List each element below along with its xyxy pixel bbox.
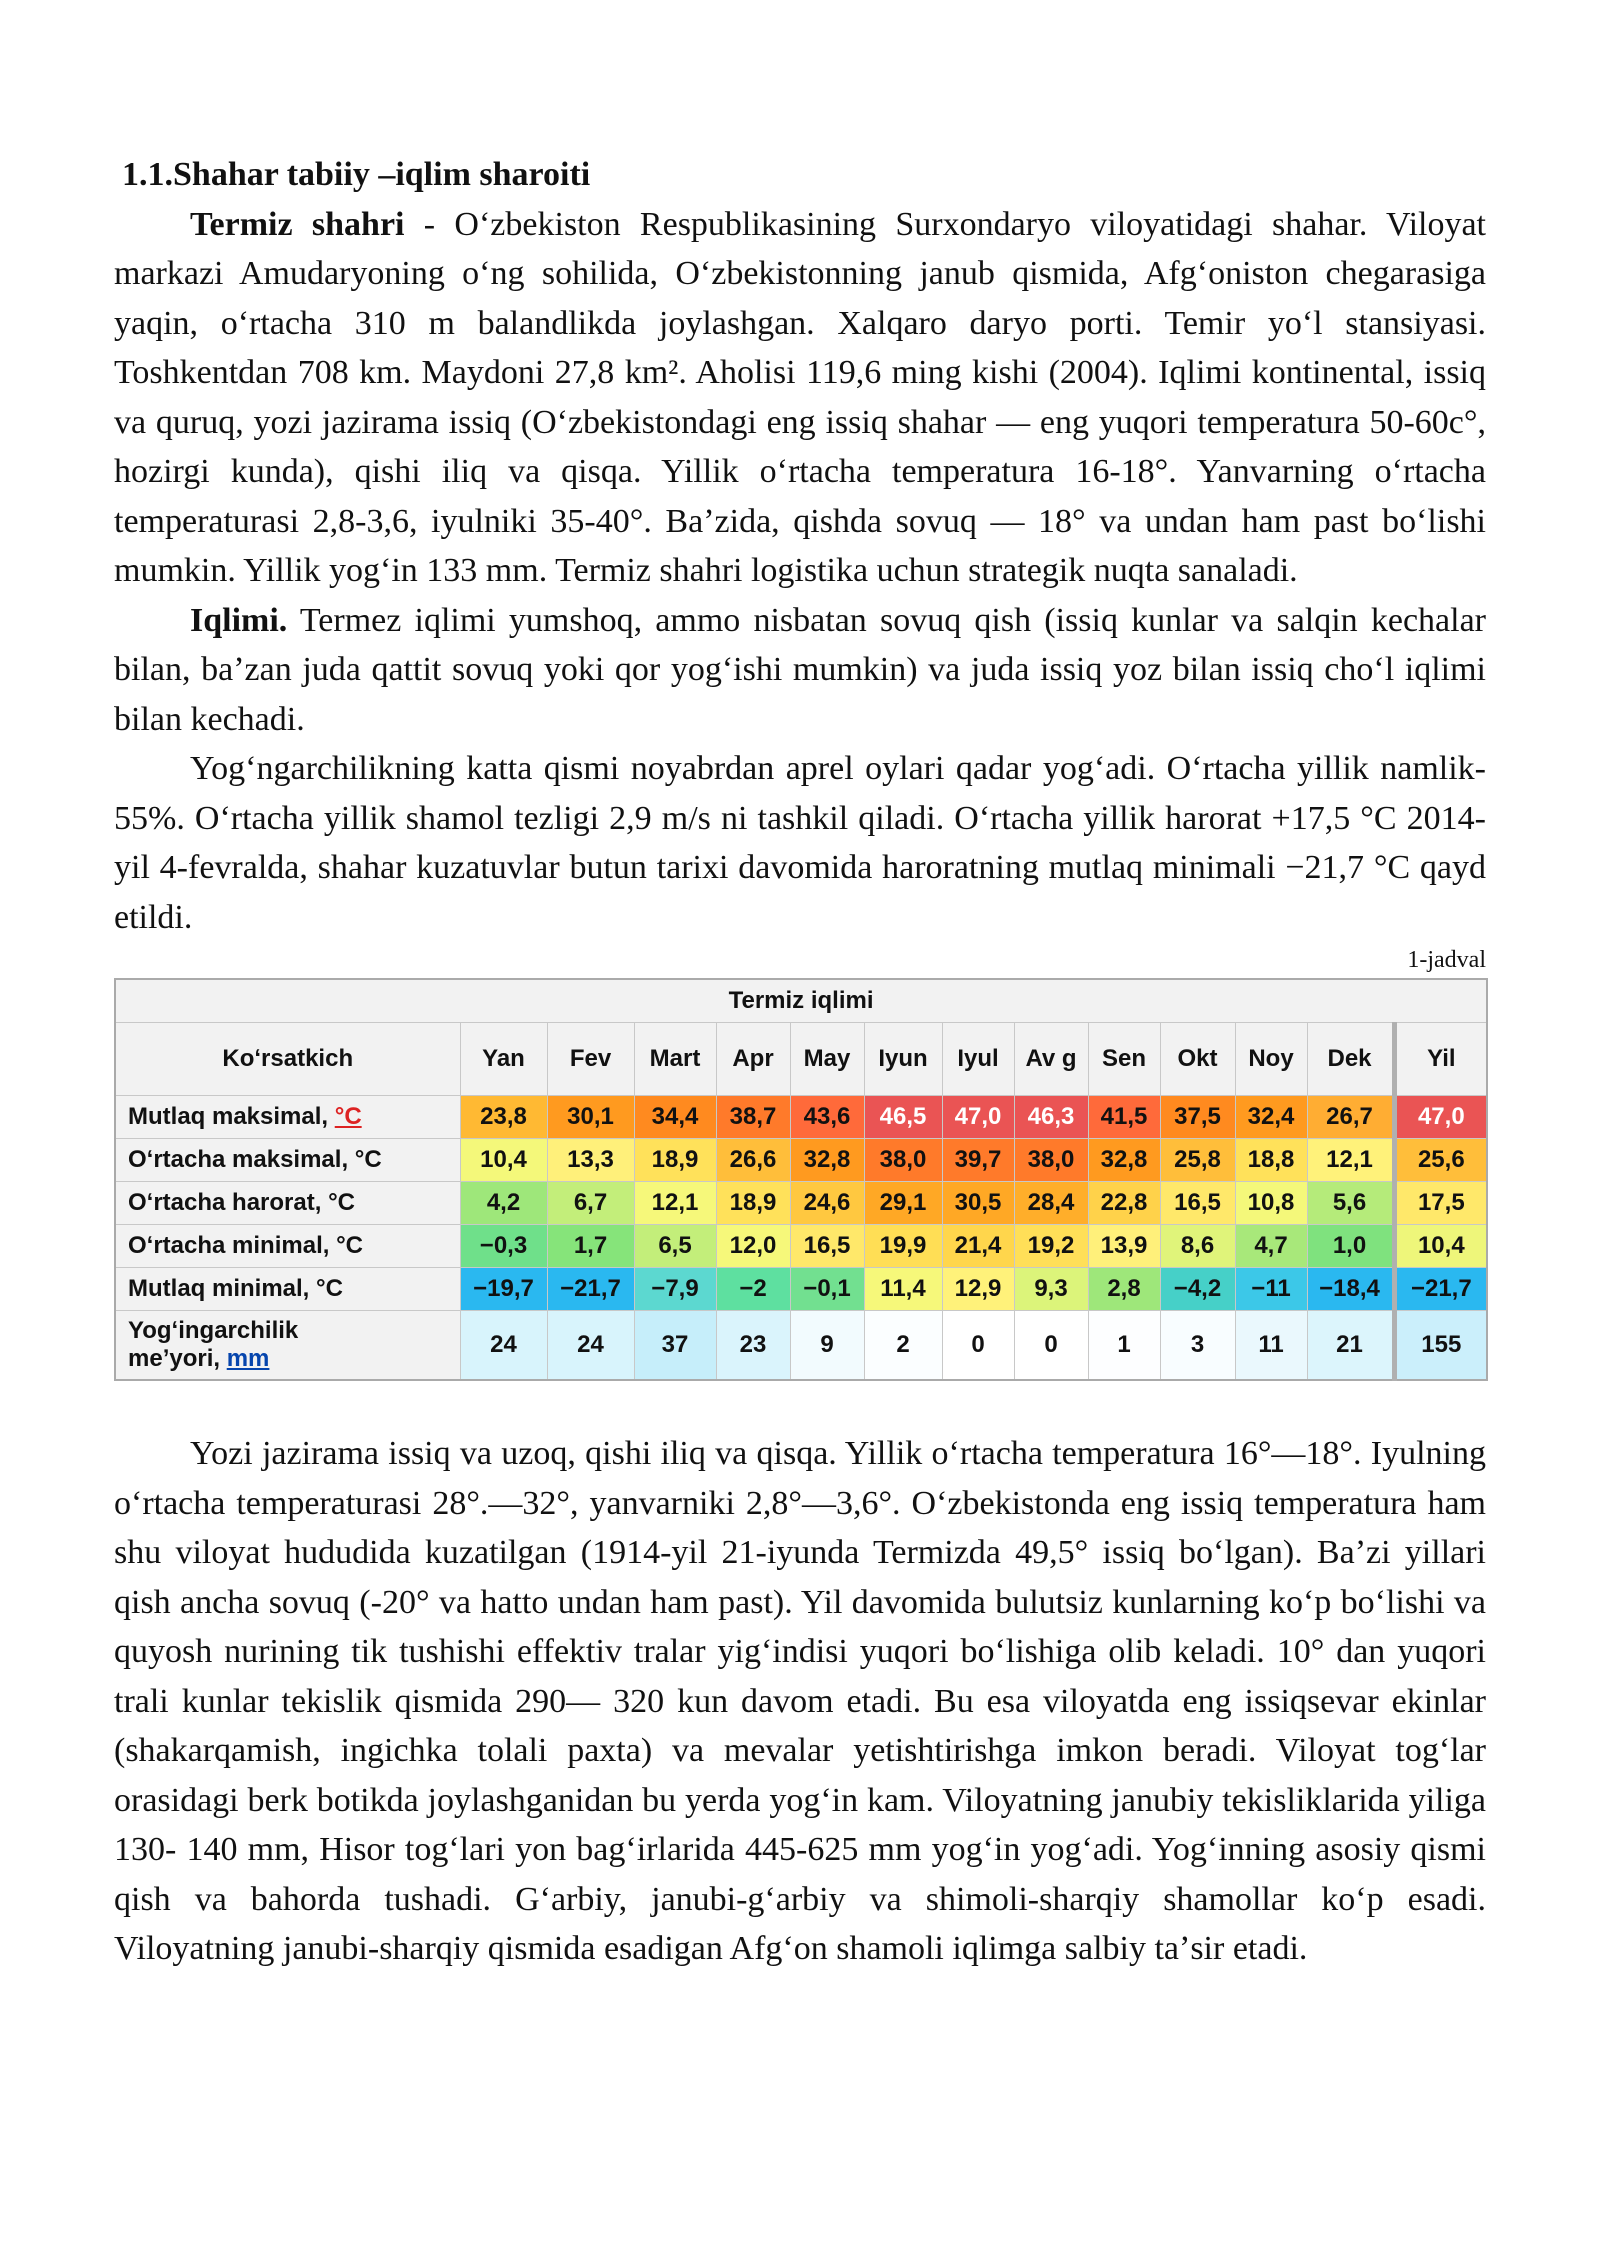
- data-cell: 9: [790, 1311, 864, 1381]
- data-cell: 16,5: [790, 1225, 864, 1268]
- row-label: Yogʻingarchilik meʼyori, mm: [115, 1311, 460, 1381]
- climate-table: [114, 978, 1488, 1381]
- data-cell: 12,9: [942, 1268, 1014, 1311]
- data-cell: 10,8: [1235, 1182, 1307, 1225]
- year-cell: 17,5: [1394, 1182, 1487, 1225]
- data-cell: 23,8: [460, 1096, 547, 1139]
- row-label: Oʻrtacha harorat, °C: [115, 1182, 460, 1225]
- data-cell: 18,8: [1235, 1139, 1307, 1182]
- paragraph-lead-bold: Iqlimi.: [190, 601, 288, 639]
- header-month: Sen: [1088, 1023, 1160, 1096]
- data-cell: 24: [460, 1311, 547, 1381]
- data-cell: 13,9: [1088, 1225, 1160, 1268]
- data-cell: 26,6: [716, 1139, 790, 1182]
- row-label: Mutlaq minimal, °C: [115, 1268, 460, 1311]
- data-cell: 0: [942, 1311, 1014, 1381]
- header-month: Okt: [1160, 1023, 1235, 1096]
- data-cell: 38,0: [1014, 1139, 1088, 1182]
- data-cell: 37: [634, 1311, 716, 1381]
- data-cell: −2: [716, 1268, 790, 1311]
- data-cell: 0: [1014, 1311, 1088, 1381]
- data-cell: 30,5: [942, 1182, 1014, 1225]
- data-cell: 11,4: [864, 1268, 942, 1311]
- data-cell: 46,5: [864, 1096, 942, 1139]
- header-month: Mart: [634, 1023, 716, 1096]
- header-month: Dek: [1307, 1023, 1394, 1096]
- header-month: Noy: [1235, 1023, 1307, 1096]
- data-cell: −7,9: [634, 1268, 716, 1311]
- data-cell: 47,0: [942, 1096, 1014, 1139]
- data-cell: 10,4: [460, 1139, 547, 1182]
- data-cell: 26,7: [1307, 1096, 1394, 1139]
- data-cell: −11: [1235, 1268, 1307, 1311]
- data-cell: 4,2: [460, 1182, 547, 1225]
- data-cell: −18,4: [1307, 1268, 1394, 1311]
- data-cell: 16,5: [1160, 1182, 1235, 1225]
- data-cell: 1,7: [547, 1225, 634, 1268]
- row-label: Oʻrtacha maksimal, °C: [115, 1139, 460, 1182]
- header-indicator: Koʻrsatkich: [115, 1023, 460, 1096]
- year-cell: 25,6: [1394, 1139, 1487, 1182]
- climate-row: [115, 1268, 1487, 1311]
- table-title: Termiz iqlimi: [115, 979, 1487, 1023]
- header-month: Fev: [547, 1023, 634, 1096]
- precipitation-row: [115, 1311, 1487, 1381]
- data-cell: 23: [716, 1311, 790, 1381]
- header-month: Iyun: [864, 1023, 942, 1096]
- paragraph-text: - Oʻzbekiston Respublikasining Surxondaryo viloyatidagi shahar. Viloyat markazi Amudaryoning oʻng sohilida, Oʻzbekistonning janub qismida, Afgʻoniston chegarasiga yaqin, oʻrtacha 310 m balandlikda joylashgan. Xalqaro daryo porti. Temir yoʻl stansiyasi. Toshkentdan 708 km. Maydoni 27,8 km². Aholisi 119,6 ming kishi (2004). Iqlimi kontinental, issiq va quruq, yozi jazirama issiq (Oʻzbekistondagi eng issiq shahar — eng yuqori temperatura 50-60c°, hozirgi kunda), qishi iliq va qisqa. Yillik oʻrtacha temperatura 16-18°. Yanvarning oʻrtacha temperaturasi 2,8-3,6, iyulniki 35-40°. Baʼzida, qishda sovuq — 18° va undan ham past boʻlishi mumkin. Yillik yogʻin 133 mm. Termiz shahri logistika uchun strategik nuqta sanaladi.: [114, 205, 1487, 589]
- data-cell: 13,3: [547, 1139, 634, 1182]
- data-cell: 19,9: [864, 1225, 942, 1268]
- data-cell: 12,1: [1307, 1139, 1394, 1182]
- data-cell: 12,0: [716, 1225, 790, 1268]
- data-cell: 22,8: [1088, 1182, 1160, 1225]
- data-cell: 38,7: [716, 1096, 790, 1139]
- data-cell: 19,2: [1014, 1225, 1088, 1268]
- data-cell: 25,8: [1160, 1139, 1235, 1182]
- climate-row: [115, 1182, 1487, 1225]
- row-label: Oʻrtacha minimal, °C: [115, 1225, 460, 1268]
- header-month: Av g: [1014, 1023, 1088, 1096]
- year-cell: 47,0: [1394, 1096, 1487, 1139]
- data-cell: −4,2: [1160, 1268, 1235, 1311]
- paragraph-lead-bold: Termiz shahri: [190, 205, 405, 243]
- data-cell: 46,3: [1014, 1096, 1088, 1139]
- data-cell: 24: [547, 1311, 634, 1381]
- year-cell: −21,7: [1394, 1268, 1487, 1311]
- paragraph-precipitation: Yogʻngarchilikning katta qismi noyabrdan aprel oylari qadar yogʻadi. Oʻrtacha yillik namlik-55%. Oʻrtacha yillik shamol tezligi 2,9 m/s ni tashkil qiladi. Oʻrtacha yillik harorat +17,5 °C 2014-yil 4-fevralda, shahar kuzatuvlar butun tarixi davomida haroratning mutlaq minimali −21,7 °C qayd etildi.: [114, 750, 1486, 936]
- data-cell: 1: [1088, 1311, 1160, 1381]
- data-cell: −0,3: [460, 1225, 547, 1268]
- data-cell: 32,8: [1088, 1139, 1160, 1182]
- unit-link[interactable]: °C: [334, 1103, 362, 1130]
- table-caption: 1-jadval: [1407, 947, 1486, 973]
- data-cell: 37,5: [1160, 1096, 1235, 1139]
- data-cell: 32,8: [790, 1139, 864, 1182]
- data-cell: 1,0: [1307, 1225, 1394, 1268]
- header-month: Yan: [460, 1023, 547, 1096]
- data-cell: 5,6: [1307, 1182, 1394, 1225]
- data-cell: 34,4: [634, 1096, 716, 1139]
- data-cell: 3: [1160, 1311, 1235, 1381]
- paragraph-termiz-city: [114, 200, 1486, 596]
- header-year: Yil: [1394, 1023, 1487, 1096]
- data-cell: 28,4: [1014, 1182, 1088, 1225]
- climate-row: [115, 1139, 1487, 1182]
- data-cell: 24,6: [790, 1182, 864, 1225]
- data-cell: 9,3: [1014, 1268, 1088, 1311]
- data-cell: 6,7: [547, 1182, 634, 1225]
- year-cell: 155: [1394, 1311, 1487, 1381]
- data-cell: 30,1: [547, 1096, 634, 1139]
- data-cell: 32,4: [1235, 1096, 1307, 1139]
- data-cell: −0,1: [790, 1268, 864, 1311]
- climate-row: [115, 1096, 1487, 1139]
- paragraph-summer: Yozi jazirama issiq va uzoq, qishi iliq va qisqa. Yillik oʻrtacha temperatura 16°—18°. Iyulning oʻrtacha temperaturasi 28°.—32°, yanvarniki 2,8°—3,6°. Oʻzbekistonda eng issiq temperatura ham shu viloyat hududida kuzatilgan (1914-yil 21-iyunda Termizda 49,5° issiq boʻlgan). Baʼzi yillari qish ancha sovuq (-20° va hatto undan ham past). Yil davomida bulutsiz kunlarning koʻp boʻlishi va quyosh nurining tik tushishi effektiv tralar yigʻindisi yuqori boʻlishiga olib keladi. 10° dan yuqori trali kunlar tekislik qismida 290— 320 kun davom etadi. Bu esa viloyatda eng issiqsevar ekinlar (shakarqamish, ingichka tolali paxta) va mevalar yetishtirishga imkon beradi. Viloyat togʻlar orasidagi berk botikda joylashganidan bu yerda yogʻin kam. Viloyatning janubiy tekisliklarida yiliga 130- 140 mm, Hisor togʻlari yon bagʻirlarida 445-625 mm yogʻin yogʻadi. Yogʻinning asosiy qismi qish va bahorda tushadi. Gʻarbiy, janubi-gʻarbiy va shimoli-sharqiy shamollar koʻp esadi. Viloyatning janubi-sharqiy qismida esadigan Afgʻon shamoli iqlimga salbiy taʼsir etadi.: [114, 1435, 1486, 1967]
- data-cell: 11: [1235, 1311, 1307, 1381]
- data-cell: 43,6: [790, 1096, 864, 1139]
- data-cell: 2,8: [1088, 1268, 1160, 1311]
- climate-row: [115, 1225, 1487, 1268]
- data-cell: 29,1: [864, 1182, 942, 1225]
- data-cell: 41,5: [1088, 1096, 1160, 1139]
- data-cell: 38,0: [864, 1139, 942, 1182]
- data-cell: 2: [864, 1311, 942, 1381]
- data-cell: 21: [1307, 1311, 1394, 1381]
- header-month: Apr: [716, 1023, 790, 1096]
- data-cell: 4,7: [1235, 1225, 1307, 1268]
- data-cell: 12,1: [634, 1182, 716, 1225]
- paragraph-text: Termez iqlimi yumshoq, ammo nisbatan sovuq qish (issiq kunlar va salqin kechalar bilan, baʼzan juda qattit sovuq yoki qor yogʻishi mumkin) va juda issiq yoz bilan issiq choʻl iqlimi bilan kechadi.: [114, 601, 1486, 738]
- data-cell: 39,7: [942, 1139, 1014, 1182]
- paragraph-climate: [114, 596, 1486, 745]
- data-cell: 21,4: [942, 1225, 1014, 1268]
- header-month: May: [790, 1023, 864, 1096]
- document-page: [114, 150, 1486, 1974]
- data-cell: −19,7: [460, 1268, 547, 1311]
- row-label: Mutlaq maksimal, °C: [115, 1096, 460, 1139]
- data-cell: 6,5: [634, 1225, 716, 1268]
- data-cell: −21,7: [547, 1268, 634, 1311]
- data-cell: 18,9: [716, 1182, 790, 1225]
- unit-link[interactable]: mm: [226, 1345, 270, 1372]
- year-cell: 10,4: [1394, 1225, 1487, 1268]
- data-cell: 8,6: [1160, 1225, 1235, 1268]
- header-month: Iyul: [942, 1023, 1014, 1096]
- data-cell: 18,9: [634, 1139, 716, 1182]
- section-heading: 1.1.Shahar tabiiy –iqlim sharoiti: [122, 156, 591, 193]
